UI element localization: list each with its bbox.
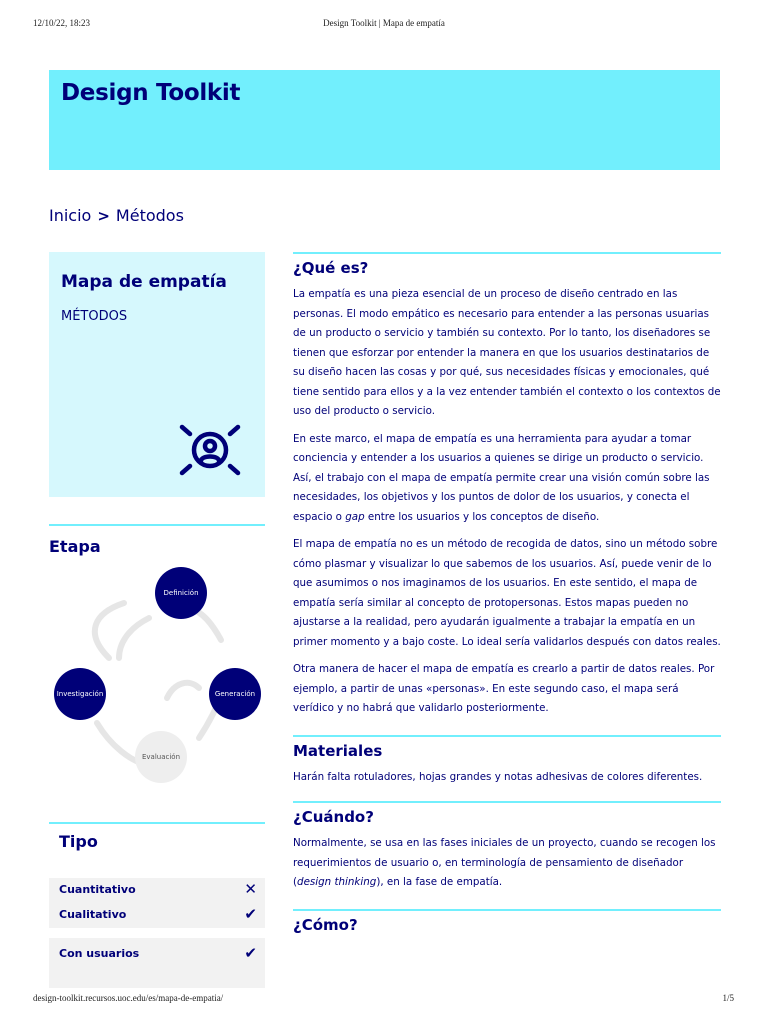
type-panel [49, 822, 265, 988]
section-title: ¿Cuándo? [293, 808, 374, 826]
type-label: Cualitativo [59, 907, 127, 921]
check-icon: ✔ [244, 905, 257, 923]
section-que-es [293, 252, 721, 719]
paragraph: Otra manera de hacer el mapa de empatía es crearlo a partir de datos reales. Por ejemplo, a partir de unas «personas». En este segundo caso, el mapa será verídico y no habrá que validarlo posteriormente. [293, 663, 715, 714]
check-icon: ✔ [244, 944, 257, 962]
section-divider [293, 735, 721, 737]
paragraph [293, 834, 721, 893]
paragraph: La empatía es una pieza esencial de un proceso de diseño centrado en las personas. El modo empático es necesario para entender a las personas usuarias de un producto o servicio y también su contexto. Por lo tanto, los diseñadores se tienen que esforzar por entender la manera en que los usuarios destinatarios de su diseño hacen las cosas y por qué, sus necesidades físicas y emocionales, qué tiene sentido para ellos y a la vez entender también el contexto o los contextos de uso del producto o servicio. [293, 288, 721, 417]
site-title-link[interactable]: Design Toolkit [61, 80, 241, 106]
section-title: ¿Cómo? [293, 915, 358, 934]
section-divider [293, 909, 721, 911]
breadcrumb-home-link[interactable]: Inicio [49, 206, 92, 225]
paragraph-text: entre los usuarios y los conceptos de diseño. [364, 510, 600, 523]
method-card [49, 252, 265, 497]
person-empathy-icon [177, 422, 243, 478]
print-page-title: Design Toolkit | Mapa de empatía [323, 18, 445, 28]
type-label: Cuantitativo [59, 882, 136, 896]
section-materiales [293, 735, 721, 788]
print-url: design-toolkit.recursos.uoc.edu/es/mapa-de-empatia/ [33, 993, 224, 1003]
main-content [293, 252, 721, 942]
stage-node-investigacion: Investigación [54, 668, 106, 720]
stage-node-evaluacion: Evaluación [135, 731, 187, 783]
section-divider [293, 801, 721, 803]
type-title: Tipo [59, 832, 98, 851]
stage-node-generacion: Generación [209, 668, 261, 720]
section-title: ¿Qué es? [293, 259, 369, 277]
type-box-method [49, 878, 265, 928]
section-como [293, 909, 721, 934]
type-divider [49, 822, 265, 824]
chevron-right-icon: > [97, 206, 110, 225]
type-label: Con usuarios [59, 946, 140, 960]
emphasis-text: gap [345, 510, 365, 523]
stage-title: Etapa [49, 537, 101, 556]
type-row-cualitativo [59, 905, 257, 923]
breadcrumb-methods-link[interactable]: Métodos [115, 206, 184, 225]
type-row-con-usuarios [59, 944, 257, 962]
paragraph [293, 430, 721, 528]
print-datetime: 12/10/22, 18:23 [33, 18, 91, 28]
cross-icon: ✕ [244, 880, 257, 898]
print-page-number: 1/5 [722, 993, 734, 1003]
paragraph-text: En este marco, el mapa de empatía es una herramienta para ayudar a tomar conciencia y entender a los usuarios a quienes se dirige un producto o servicio. Así, el trabajo con el mapa de empatía permite crear una visión común sobre las necesidades, los objetivos y los puntos de dolor de los usuarios, y conecta el espacio o [293, 432, 710, 523]
paragraph-text: Normalmente, se usa en las fases iniciales de un proyecto, cuando se recogen los requerimientos de usuario o, en terminología de pensamiento de diseñador ( [293, 837, 716, 888]
stage-diagram [49, 558, 265, 788]
paragraph: Harán falta rotuladores, hojas grandes y notas adhesivas de colores diferentes. [293, 770, 703, 783]
section-cuando [293, 801, 721, 893]
paragraph-text: ), en la fase de empatía. [376, 876, 503, 888]
method-category: MÉTODOS [61, 309, 128, 324]
site-banner [49, 70, 720, 170]
type-box-users [49, 938, 265, 988]
section-title: Materiales [293, 741, 383, 760]
paragraph: El mapa de empatía no es un método de recogida de datos, sino un método sobre cómo plasmar y visualizar lo que sabemos de los usuarios. Así, puede venir de lo que asumimos o nos imaginamos de los usuarios. En este sentido, el mapa de empatía sería similar al concepto de protopersonas. Estos mapas pueden no ajustarse a la realidad, pero ayudarán igualmente a trabajar la empatía en un primer momento y a bajo coste. Lo ideal sería validarlos después con datos reales. [293, 538, 721, 648]
stage-divider [49, 524, 265, 526]
type-row-cuantitativo [59, 880, 257, 898]
stage-node-definicion: Definición [155, 567, 207, 619]
emphasis-text: design thinking [297, 876, 377, 888]
breadcrumb [49, 206, 184, 225]
section-divider [293, 252, 721, 254]
method-title: Mapa de empatía [61, 272, 227, 292]
